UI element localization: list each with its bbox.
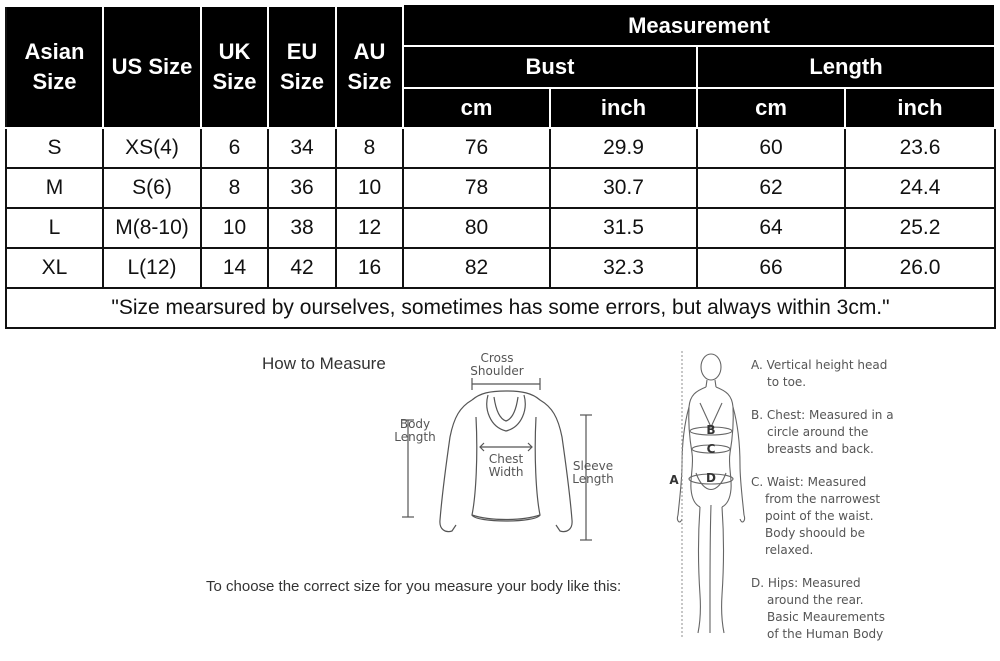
table-cell: 31.5 [550, 208, 697, 248]
table-row [6, 208, 995, 248]
table-cell: 36 [268, 168, 336, 208]
table-cell: 62 [697, 168, 845, 208]
annotation-c: C. Waist: Measured from the narrowest point of the waist. Body shoould be relaxed. [751, 475, 881, 557]
header-us-size: US Size [103, 6, 201, 128]
table-cell: 8 [201, 168, 268, 208]
header-length-cm: cm [697, 88, 845, 128]
header-uk-size: UK Size [201, 6, 268, 128]
table-cell: 6 [201, 128, 268, 168]
sleeve-length-label: Sleeve Length [572, 459, 614, 486]
table-cell: 80 [403, 208, 550, 248]
header-measurement: Measurement [403, 6, 995, 46]
table-cell: 25.2 [845, 208, 995, 248]
header-bust: Bust [403, 46, 697, 88]
table-row [6, 248, 995, 288]
table-cell: M(8-10) [103, 208, 201, 248]
header-asian-size: Asian Size [6, 6, 103, 128]
table-cell: 26.0 [845, 248, 995, 288]
annotation-b: B. Chest: Measured in a circle around the breasts and back. [751, 408, 894, 456]
header-au-size: AU Size [336, 6, 403, 128]
marker-a: A [669, 473, 679, 487]
table-cell: 14 [201, 248, 268, 288]
table-cell: 34 [268, 128, 336, 168]
size-note: "Size mearsured by ourselves, sometimes has some errors, but always within 3cm." [6, 288, 995, 328]
table-cell: 16 [336, 248, 403, 288]
table-cell: S [6, 128, 103, 168]
table-note-row [6, 288, 995, 328]
table-cell: XL [6, 248, 103, 288]
size-table [5, 5, 996, 329]
table-cell: 23.6 [845, 128, 995, 168]
marker-b: B [706, 423, 716, 437]
table-cell: 66 [697, 248, 845, 288]
table-cell: 78 [403, 168, 550, 208]
table-cell: L(12) [103, 248, 201, 288]
table-cell: 38 [268, 208, 336, 248]
chest-width-label: Chest Width [482, 453, 530, 479]
table-cell: 42 [268, 248, 336, 288]
table-cell: XS(4) [103, 128, 201, 168]
header-bust-cm: cm [403, 88, 550, 128]
table-cell: 60 [697, 128, 845, 168]
header-eu-size: EU Size [268, 6, 336, 128]
header-bust-inch: inch [550, 88, 697, 128]
table-cell: L [6, 208, 103, 248]
header-length: Length [697, 46, 995, 88]
table-cell: 32.3 [550, 248, 697, 288]
guide-title: How to Measure [262, 354, 386, 373]
table-cell: 64 [697, 208, 845, 248]
table-cell: 76 [403, 128, 550, 168]
body-length-label: Body Length [394, 417, 436, 444]
table-cell: 82 [403, 248, 550, 288]
table-row [6, 168, 995, 208]
annotation-d: D. Hips: Measured around the rear. Basic Meaurements of the Human Body [751, 576, 885, 641]
cross-shoulder-label: Cross Shoulder [470, 351, 524, 378]
table-cell: 8 [336, 128, 403, 168]
marker-d: D [706, 471, 716, 485]
size-chart-table [5, 5, 994, 329]
table-cell: 29.9 [550, 128, 697, 168]
table-cell: 30.7 [550, 168, 697, 208]
guide-footer: To choose the correct size for you measure your body like this: [206, 578, 622, 595]
table-cell: 10 [201, 208, 268, 248]
table-cell: 24.4 [845, 168, 995, 208]
head-outline [701, 354, 721, 380]
table-cell: 10 [336, 168, 403, 208]
table-cell: 12 [336, 208, 403, 248]
annotation-a: A. Vertical height head to toe. [751, 358, 888, 389]
table-row [6, 128, 995, 168]
body-diagram [660, 345, 750, 645]
table-cell: M [6, 168, 103, 208]
table-cell: S(6) [103, 168, 201, 208]
header-length-inch: inch [845, 88, 995, 128]
marker-c: C [706, 442, 716, 456]
